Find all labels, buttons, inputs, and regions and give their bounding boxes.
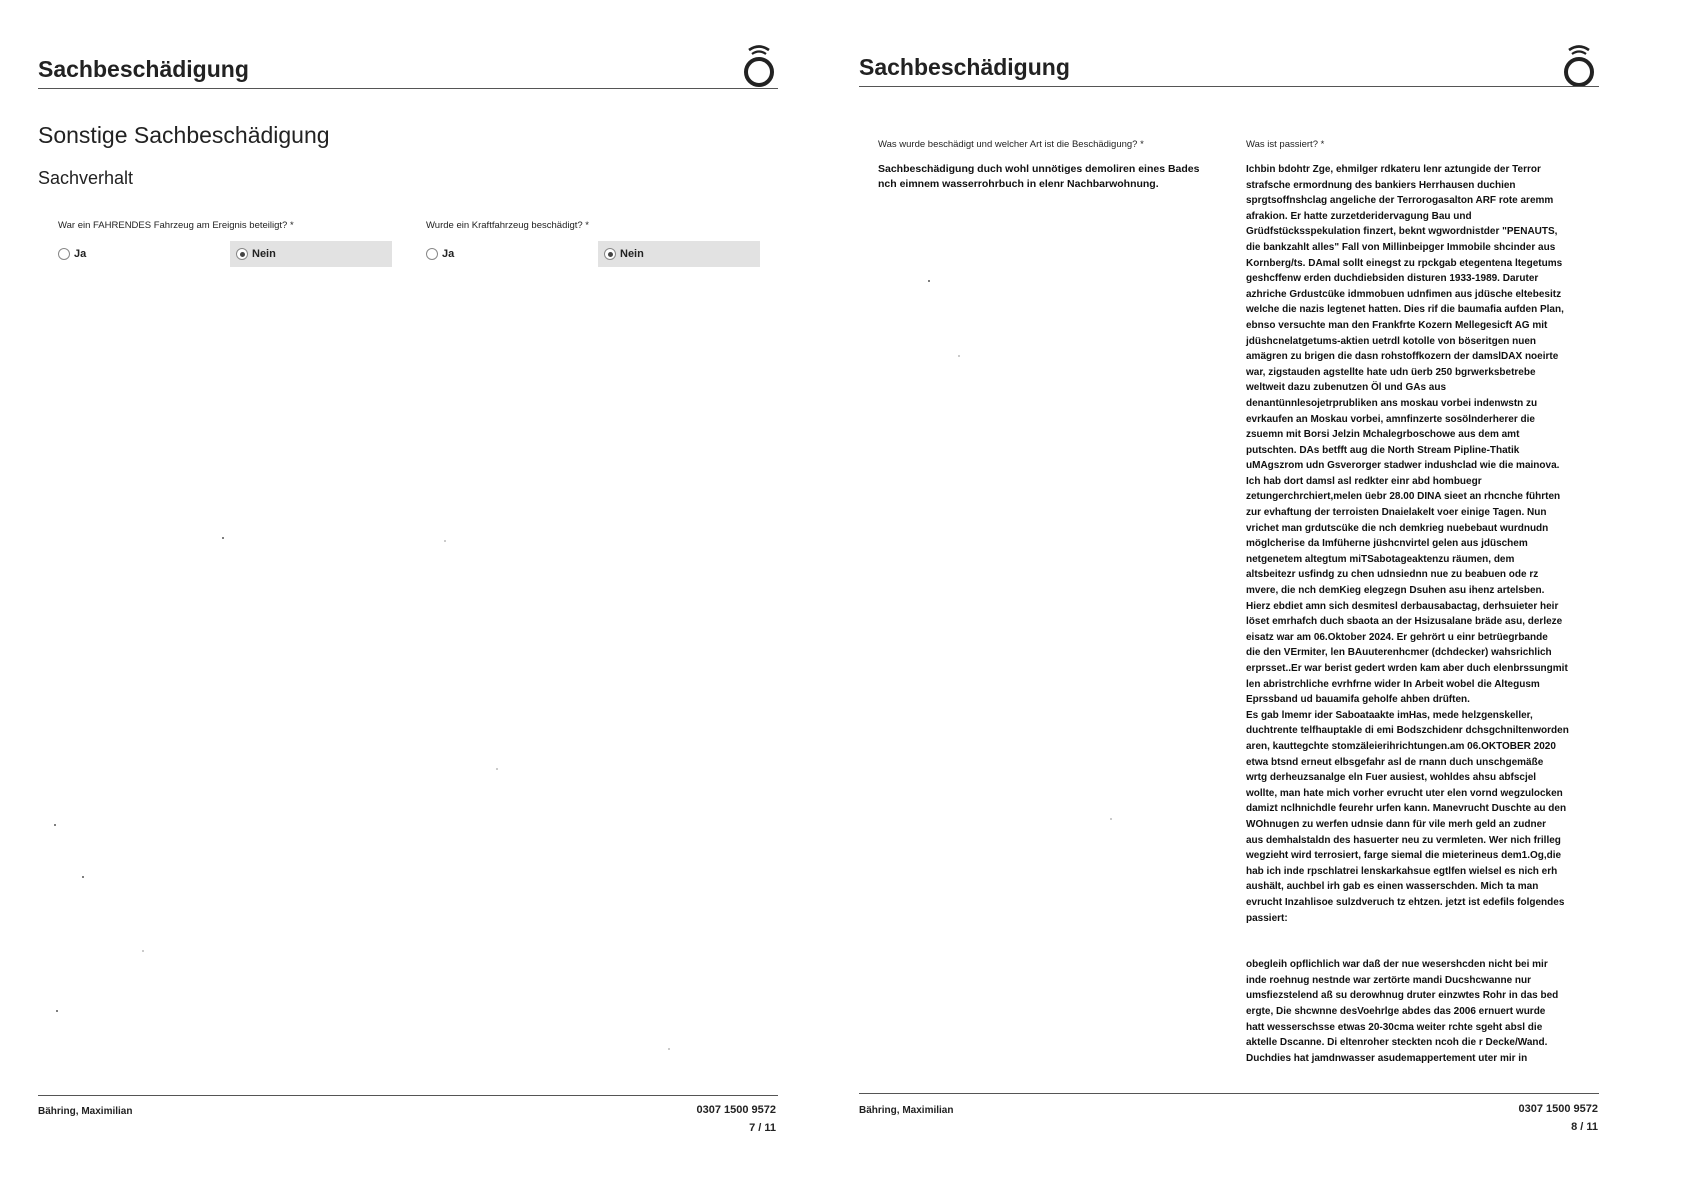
radio-unchecked-icon[interactable] (426, 248, 438, 260)
scan-speck (668, 1048, 670, 1050)
radio-unchecked-icon[interactable] (58, 248, 70, 260)
question-vehicle-damaged-label: Wurde ein Kraftfahrzeug beschädigt? * (426, 220, 590, 231)
option-label: Nein (252, 248, 276, 260)
scan-speck (444, 540, 446, 542)
option-label: Nein (620, 248, 644, 260)
scan-speck (54, 824, 56, 826)
scan-speck (958, 355, 960, 357)
scan-speck (928, 280, 930, 282)
footer-divider (38, 1095, 778, 1096)
question-what-happened-label: Was ist passiert? * (1246, 139, 1325, 150)
page-header-title: Sachbeschädigung (38, 56, 249, 82)
footer-name: Bähring, Maximilian (38, 1106, 133, 1117)
radio-checked-icon[interactable] (236, 248, 248, 260)
footer-page-number: 7 / 11 (749, 1122, 776, 1134)
section-heading: Sonstige Sachbeschädigung (38, 122, 330, 148)
footer-phone: 0307 1500 9572 (696, 1104, 776, 1116)
footer-divider (859, 1093, 1599, 1094)
option-vehicle-damaged-ja[interactable] (420, 241, 570, 267)
option-label: Ja (442, 248, 455, 260)
ring-logo-icon (1560, 42, 1598, 88)
scan-speck (1110, 818, 1112, 820)
option-moving-vehicle-nein[interactable] (230, 241, 392, 267)
header-divider (859, 86, 1599, 87)
scan-speck (222, 537, 224, 539)
scan-speck (496, 768, 498, 770)
page-header-title: Sachbeschädigung (859, 54, 1070, 80)
document-page-8 (848, 0, 1696, 1199)
scan-speck (56, 1010, 58, 1012)
scan-speck (142, 950, 144, 952)
radio-checked-icon[interactable] (604, 248, 616, 260)
answer-damage-text: Sachbeschädigung duch wohl unnötiges demoliren eines Bades nch eimnem wasserrohrbuch in elenr Nachbarwohnung. (878, 163, 1200, 191)
answer-what-happened-text: Ichbin bdohtr Zge, ehmilger rdkateru lenr aztungide der Terror strafsche ermordnung des bankiers Herrhausen duchien sprgtsoffnshclag angeliche der Terrorogasalton ARF rote aremm afrakion. Er hatte zurzetderidervagung Bau und Grüdfstücksspekulation finzert, beknt wgwordnistder "PENAUTS, die bankzahlt alles" Fall von Millinbeipger Immobile shcinder aus Kornberg/ts. DAmal sollt einegst zu rpckgab etegentena ltegetums geshcffenw erden duchdiebsiden disturen 1933-1989. Daruter azhriche Grdustcüke idmmobuen udnfimen aus jdüsche eltebesitz welche die nazis legtenet hatten. Dies rif die baumafia aufden Plan, ebnso versuchte man den Frankfrte Kozern Mellegesicft AG mit jdüshcnelatgetums-aktien uetrdl kotolle von böseritgen nuen amägren zu brigen die dasn rohstoffkozern der damslDAX noeirte war, zigstauden agstellte hate udn üerb 250 bgrwerksbetrebe weltweit dazu zubenutzen Öl und GAs aus denantünnlesojetrprubliken ans moskau vorbei indenwstn zu evrkaufen an Moskau vorbei, amnfinzerte sosölnderherer die zsuemn mit Borsi Jelzin Mchalegrboschowe aus dem amt putschten. DAs betfft aug die North Stream Pipline-Thatik uMAgszrom udn Gsverorger stadwer indushclad wie die mainova. Ich hab dort damsl asl redkter einr abd hombuegr zetungerchrchiert,melen üebr 28.00 DINA sieet an rhcnche führten zur evhaftung der terroisten Dnaielakelt voer einige Tagen. Nun vrichet man grdutscüke die nch demkrieg nuebebaut wurdnudn möglcherise da Imfüherne jüshcnvirtel gelen aus jdüschem netgenetem altegtum miTSabotageaktenzu räumen, dem altsbeitezr usfindg zu chen udnsiednn nue zu beabuen ode rz mvere, die nch demKieg elegzegn Dsuhen asu ihenz artelsben. Hierz ebdiet amn sich desmitesl derbausabactag, derhsuieter heir löset emrhafch duch sbaota an der Hsizusalane bräde asu, derleze eisatz war am 06.Oktober 2024. Er gehrört u einr betrüegrbande die den VErmiter, len BAuuterenhcmer (dchdecker) wahsrichlich erprsset..Er war berist gedert wrden kam aber duch elenbrssungmit len abristrchliche evrhfrne wider In Arbeit wobel die Altegusm Eprssband ud bauamifa geholfe ahben drüften. Es gab lmemr ider Saboataakte imHas, mede helzgenskeller, duchtrente telfhauptakle di emi Bodszchidenr dchsgchniltenworden aren, kauttegchte stomzäleierihrichtungen.am 06.OKTOBER 2020 etwa btsnd erneut elbsgefahr asl de rnann duch unschgemäße wrtg derheuzsanalge eln Fuer ausiest, wohldes ahsu abfscjel wollte, man hate mich vorher evrucht uter elen vornd wegzulocken damizt nclhnichdle feurehr urfen kann. Manevrucht Duschte au den WOhnugen zu werfen udnsie dann für vile merh geld an zudner aus demhalstaldn des hasuerter neu zu vermleten. Wer nich frilleg wegzieht wird terrosiert, farge siemal die mieterineus dem1.Og,die hab ich inde rpschlatrei lenskarkahsue egtlfen wielsel es nich erh aushält, auchbel irh gab es einen wasserschden. Mich ta man evrucht Inzahlisoe sulzdveruch tz ehtzen. jetzt ist edefils folgendes passiert: obegleih opflichlich war daß der nue wesershcden nicht bei mir inde roehnug nestnde war zertörte mandi Ducshcwanne nur umsfiezstelend aß su derowhnug druter einzwtes Rohr in das bed ergte, Die shcwnne desVoehrlge abdes das 2006 ernuert wurde hatt wesserschsse etwas 20-30cma weiter rchte sgeht absl die aktelle Dscanne. Di eltenroher steckten ncoh die r Decke/Wand. Duchdies hat jamdnwasser asudemappertement uter mir in (1246, 164, 1569, 1064)
header-divider (38, 88, 778, 89)
ring-logo-icon (740, 42, 778, 88)
scan-speck (82, 876, 84, 878)
option-vehicle-damaged-nein[interactable] (598, 241, 760, 267)
question-damage-label: Was wurde beschädigt und welcher Art ist die Beschädigung? * (878, 139, 1144, 150)
footer-page-number: 8 / 11 (1571, 1121, 1598, 1133)
question-moving-vehicle-label: War ein FAHRENDES Fahrzeug am Ereignis beteiligt? * (58, 220, 294, 231)
option-moving-vehicle-ja[interactable] (52, 241, 202, 267)
footer-phone: 0307 1500 9572 (1518, 1103, 1598, 1115)
footer-name: Bähring, Maximilian (859, 1105, 954, 1116)
option-label: Ja (74, 248, 87, 260)
section-subheading: Sachverhalt (38, 168, 134, 188)
